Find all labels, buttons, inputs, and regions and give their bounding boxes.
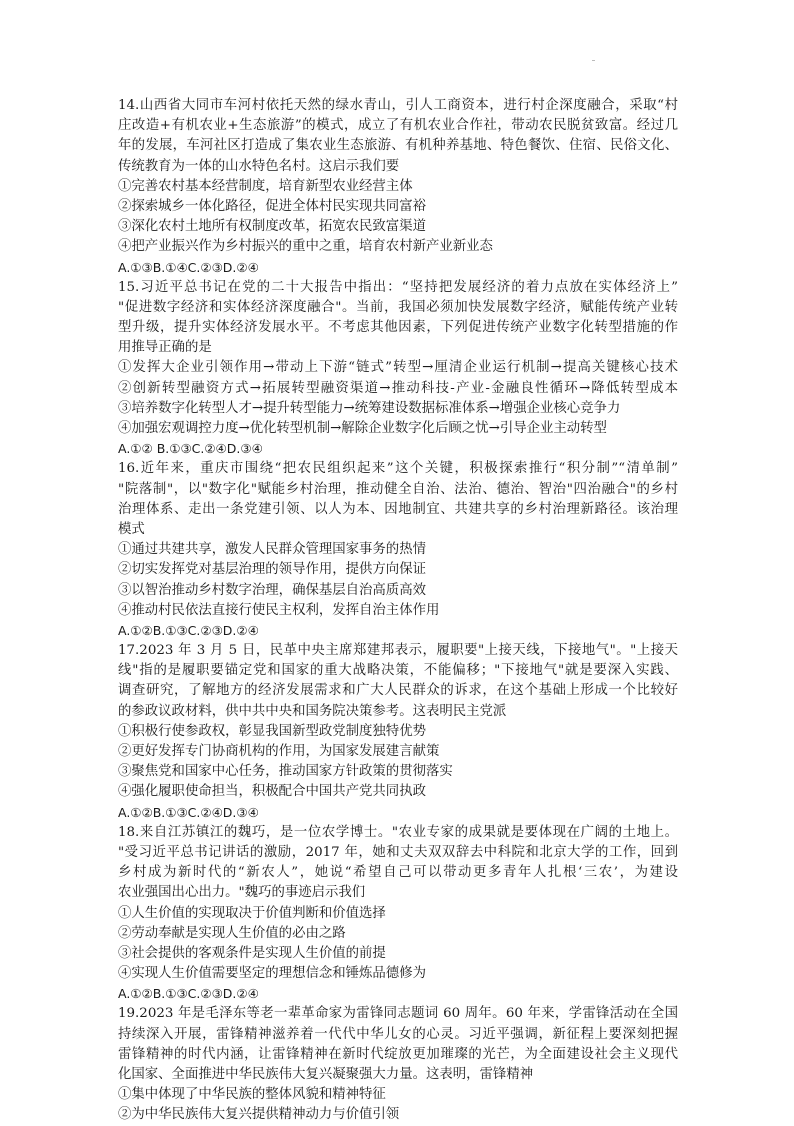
question-stem-line: "受习近平总书记讲话的激励，2017 年，她和丈夫双双辞去中科院和北京大学的工作，回到 xyxy=(118,844,678,860)
question-stem-line: 传统教育为一体的山水特色名村。这启示我们要 xyxy=(118,158,400,174)
question-stem-line: 16.近年来，重庆市围绕“把农民组织起来”这个关键，积极探索推行“积分制”“清单制” xyxy=(118,461,678,477)
answer-choices: A.①③B.①④C.②③D.②④ xyxy=(118,259,259,275)
question-15 xyxy=(118,278,678,460)
option-1: ①集中体现了中华民族的整体风貌和精神特征 xyxy=(118,1087,386,1103)
option-1: ①通过共建共享，激发人民群众管理国家事务的热情 xyxy=(118,542,426,558)
option-2: ②更好发挥专门协商机构的作用，为国家发展建言献策 xyxy=(118,744,440,759)
question-stem-line: 的参政议政材料，供中共中央和国务院决策参考。这表明民主党派 xyxy=(118,703,507,719)
question-stem-line: "促进数字经济和实体经济深度融合"。当前，我国必须加快发展数字经济，赋能传统产业转 xyxy=(118,299,678,315)
option-3: ③培养数字化转型人才→提升转型能力→统筹建设数据标准体系→增强企业核心竞争力 xyxy=(118,400,621,416)
question-14 xyxy=(118,96,678,278)
option-3: ③以智治推动乡村数字治理，确保基层自治高质高效 xyxy=(118,582,426,598)
question-stem-line: 年的发展，车河社区打造成了集农业生态旅游、有机种养基地、特色餐饮、住宿、民俗文化、 xyxy=(118,138,678,154)
option-1: ①积极行使参政权，彰显我国新型政党制度独特优势 xyxy=(118,723,426,739)
answer-choices: A.①②B.①③C.②④D.③④ xyxy=(118,804,259,820)
question-stem-line: "院落制"，以"数字化"赋能乡村治理，推动健全自治、法治、德治、智治"四治融合"的乡村 xyxy=(118,481,678,497)
option-4: ④强化履职使命担当，积极配合中国共产党共同执政 xyxy=(118,784,426,800)
question-stem-line: 18.来自江苏镇江的魏巧，是一位农学博士。"农业专家的成果就是要体现在广阔的土地上。 xyxy=(118,824,678,840)
option-1: ①完善农村基本经营制度，培育新型农业经营主体 xyxy=(118,178,413,194)
option-4: ④把产业振兴作为乡村振兴的重中之重，培育农村新产业新业态 xyxy=(118,239,493,255)
question-stem-line: 用推导正确的是 xyxy=(118,340,212,356)
option-1: ①发挥大企业引领作用→带动上下游“链式”转型→厘清企业运行机制→提高关键核心技术 xyxy=(118,360,678,376)
question-stem-line: 型升级，提升实体经济发展水平。不考虑其他因素，下列促进传统产业数字化转型措施的作 xyxy=(118,320,678,336)
corner-mark xyxy=(592,60,595,61)
option-3: ③聚焦党和国家中心任务，推动国家方针政策的贯彻落实 xyxy=(118,764,453,780)
option-4: ④推动村民依法直接行使民主权利，发挥自治主体作用 xyxy=(118,602,440,618)
question-16 xyxy=(118,459,678,641)
question-stem-line: 17.2023 年 3 月 5 日，民革中央主席郑建邦表示，履职要"上接天线，下接地气"。"上接天 xyxy=(118,643,678,659)
question-stem-line: 19.2023 年是毛泽东等老一辈革命家为雷锋同志题词 60 周年。60 年来，学雷锋活动在全国 xyxy=(118,1006,678,1022)
question-stem-line: 雷锋精神的时代内涵，让雷锋精神在新时代绽放更加璀璨的光芒，为全面建设社会主义现代 xyxy=(118,1046,678,1062)
question-stem-line: 调查研究，了解地方的经济发展需求和广大人民群众的诉求，在这个基础上形成一个比较好 xyxy=(118,683,678,699)
answer-choices: A.①② B.①③C.②④D.③④ xyxy=(118,441,263,457)
option-3: ③社会提供的客观条件是实现人生价值的前提 xyxy=(118,945,386,961)
option-1: ①人生价值的实现取决于价值判断和价值选择 xyxy=(118,905,386,921)
question-stem-line: 14.山西省大同市车河村依托天然的绿水青山，引人工商资本，进行村企深度融合，采取“村 xyxy=(118,98,678,113)
question-stem-line: 庄改造+有机农业+生态旅游”的模式，成立了有机农业合作社，带动农民脱贫致富。经过几 xyxy=(118,118,678,134)
question-17 xyxy=(118,641,678,823)
option-2: ②为中华民族伟大复兴提供精神动力与价值引领 xyxy=(118,1107,400,1123)
question-19 xyxy=(118,1004,678,1125)
answer-choices: A.①②B.①③C.②③D.②④ xyxy=(118,622,259,638)
answer-choices: A.①②B.①③C.②③D.②④ xyxy=(118,986,259,1002)
option-2: ②切实发挥党对基层治理的领导作用，提供方向保证 xyxy=(118,562,426,578)
question-stem-line: 线"指的是履职要锚定党和国家的重大战略决策，不能偏移；"下接地气"就是要深入实践、 xyxy=(118,663,678,679)
option-2: ②探索城乡一体化路径，促进全体村民实现共同富裕 xyxy=(118,198,426,214)
question-stem-line: 农业强国出心出力。"魏巧的事迹启示我们 xyxy=(118,885,366,901)
exam-page xyxy=(118,96,678,1126)
question-stem-line: 化国家、全面推进中华民族伟大复兴凝聚强大力量。这表明，雷锋精神 xyxy=(118,1067,534,1082)
question-stem-line: 乡村成为新时代的“新农人”，她说“希望自己可以带动更多青年人扎根‘三农’，为建设 xyxy=(118,865,678,881)
question-stem-line: 15.习近平总书记在党的二十大报告中指出：“坚持把发展经济的着力点放在实体经济上” xyxy=(118,279,678,295)
question-stem-line: 模式 xyxy=(118,521,145,537)
question-stem-line: 持续深入开展，雷锋精神滋养着一代代中华儿女的心灵。习近平强调，新征程上要深刻把握 xyxy=(118,1026,678,1042)
option-2: ②劳动奉献是实现人生价值的必由之路 xyxy=(118,925,346,941)
option-2: ②创新转型融资方式→拓展转型融资渠道→推动科技-产业-金融良性循环→降低转型成本 xyxy=(118,380,678,396)
option-4: ④实现人生价值需要坚定的理想信念和锤炼品德修为 xyxy=(118,966,426,982)
question-stem-line: 治理体系、走出一条党建引领、以人为本、因地制宜、共建共享的乡村治理新路径。该治理 xyxy=(118,501,678,517)
option-4: ④加强宏观调控力度→优化转型机制→解除企业数字化后顾之忧→引导企业主动转型 xyxy=(118,421,607,436)
question-18 xyxy=(118,823,678,1005)
option-3: ③深化农村土地所有权制度改革，拓宽农民致富渠道 xyxy=(118,219,426,235)
